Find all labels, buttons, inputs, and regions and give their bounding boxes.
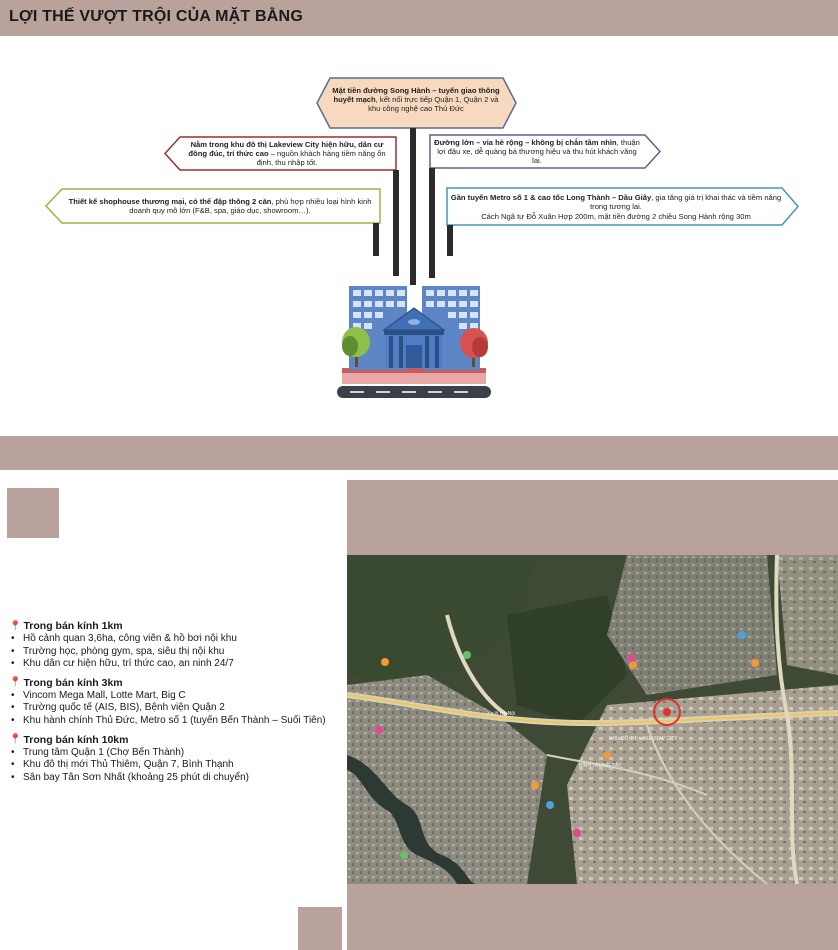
list-item: • Trường học, phòng gym, spa, siêu thị nội khu [23, 646, 345, 659]
amenity-group-1km [9, 620, 345, 671]
connector-line [373, 223, 379, 256]
callout-low-left-text: , phù hợp nhiều loại hình kinh doanh quy mô lớn (F&B, spa, giáo dục, showroom…). [129, 197, 372, 215]
satellite-map[interactable] [347, 555, 838, 884]
callout-mid-left [183, 140, 391, 167]
connector-line [429, 168, 435, 278]
location-pin-icon: 📍 [9, 677, 22, 689]
connector-line [393, 170, 399, 276]
list-item: • Khu hành chính Thủ Đức, Metro số 1 (tuyến Bến Thành – Suối Tiên) [23, 715, 345, 728]
list-item: • Trung tâm Quận 1 (Chợ Bến Thành) [23, 747, 345, 760]
callout-low-left-bold: Thiết kế shophouse thương mại, có thể đập thông 2 căn [68, 197, 272, 206]
section-divider [0, 436, 838, 470]
callout-mid-right-text: , thuận lợi đậu xe, dễ quảng bá thương hiệu và thu hút khách vãng lai. [437, 138, 640, 165]
map-label-district: BÌNH TRƯNG TÂY [579, 763, 622, 769]
callout-mid-left-text: – nguồn khách hàng tiềm năng ổn định, thu nhập tốt. [256, 149, 386, 167]
callout-low-left [62, 197, 378, 215]
list-item: • Khu đô thị mới Thủ Thiêm, Quận 7, Bình Thạnh [23, 759, 345, 772]
decor-square [7, 488, 59, 538]
callout-low-right-bold: Gần tuyến Metro số 1 & cao tốc Long Thành – Dầu Giây [450, 193, 652, 202]
list-item: • Sân bay Tân Sơn Nhất (khoảng 25 phút di chuyển) [23, 772, 345, 785]
amenity-group-title: Trong bán kính 3km [23, 676, 123, 689]
callout-mid-left-bold: Nằm trong khu đô thị Lakeview City hiện hữu, dân cư đông đúc, trí thức cao [188, 140, 384, 158]
connector-line [410, 128, 416, 285]
callout-low-right-text: , gia tăng giá trị khai thác và tiềm năng trong tương lai. [590, 193, 782, 211]
map-image [347, 555, 838, 884]
amenity-group-title: Trong bán kính 10km [23, 733, 129, 746]
amenity-group-10km [9, 734, 345, 785]
building-illustration [337, 286, 491, 398]
decor-strip-bottom [347, 884, 838, 950]
location-pin-icon: 📍 [9, 620, 22, 632]
list-item: • Vincom Mega Mall, Lotte Mart, Big C [23, 690, 345, 703]
callout-mid-right-bold: Đường lớn – vỉa hè rộng – không bị chắn tầm nhìn [434, 138, 617, 147]
callout-top-bold: Mặt tiền đường Song Hành – tuyến giao thông huyết mạch [332, 86, 500, 104]
location-pin-icon: 📍 [9, 734, 22, 746]
list-item: • Khu dân cư hiện hữu, trí thức cao, an ninh 24/7 [23, 658, 345, 671]
callout-top [330, 86, 502, 113]
map-label-highway: Xa lộ Hà Nội [487, 711, 516, 717]
callout-mid-right [434, 138, 640, 165]
callout-top-text: , kết nối trực tiếp Quận 1, Quận 2 và khu công nghệ cao Thủ Đức [368, 95, 499, 113]
list-item: • Trường quốc tế (AIS, BIS), Bệnh viện Quận 2 [23, 702, 345, 715]
amenity-group-title: Trong bán kính 1km [23, 620, 123, 632]
decor-square-small [298, 907, 342, 950]
list-item: • Hồ cảnh quan 3,6ha, công viên & hồ bơi nội khu [23, 633, 345, 646]
callout-low-right [450, 193, 782, 221]
amenity-group-3km [9, 677, 345, 728]
page-title: LỢI THẾ VƯỢT TRỘI CỦA MẶT BẰNG [9, 8, 303, 25]
map-label-lakeview: KHU ĐÔ THỊ LAKEVIEW CITY [609, 736, 678, 742]
connector-line [447, 225, 453, 256]
amenities-list [9, 620, 345, 790]
callout-low-right-line2: Cách Ngã tư Đỗ Xuân Hợp 200m, mặt tiền đường 2 chiều Song Hành rộng 30m [481, 212, 751, 221]
decor-strip-top [347, 480, 838, 555]
